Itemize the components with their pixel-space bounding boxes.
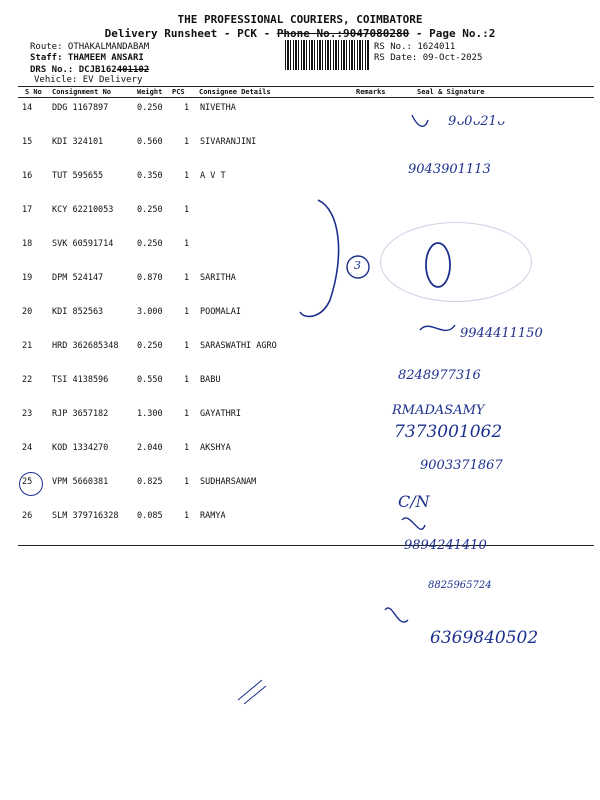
row-weight: 3.000 xyxy=(137,307,163,317)
row-pcs: 1 xyxy=(184,409,190,419)
row-pcs: 1 xyxy=(184,239,190,249)
row-weight: 0.825 xyxy=(137,477,163,487)
row-sno: 24 xyxy=(22,443,33,453)
row-consignment: KDI 324101 xyxy=(52,137,104,147)
route-text: Route: OTHAKALMANDABAM xyxy=(30,42,150,52)
hw-phone-26: 6369840502 xyxy=(430,628,539,648)
row-consignment: KCY 62210053 xyxy=(52,205,114,215)
signature-loop xyxy=(426,243,450,287)
row-consignee: AKSHYA xyxy=(200,443,231,453)
sig-14-scribble xyxy=(412,115,428,126)
row-weight: 0.250 xyxy=(137,239,163,249)
row-consignee: RAMYA xyxy=(200,511,226,521)
rs-date: RS Date: 09-Oct-2025 xyxy=(374,53,483,63)
stray-scribble xyxy=(238,680,266,704)
row-sno: 25 xyxy=(22,477,33,487)
row-pcs: 1 xyxy=(184,307,190,317)
drs-prefix: DRS No.: DCJB162 xyxy=(30,65,117,75)
hw-name-21: RMADASAMY xyxy=(392,403,485,418)
hw-phone-19: 9944411150 xyxy=(460,326,543,341)
row-consignment: KDI 852563 xyxy=(52,307,104,317)
row-weight: 2.040 xyxy=(137,443,163,453)
hw-cn-23: C/N xyxy=(398,492,430,511)
row-weight: 0.250 xyxy=(137,341,163,351)
row-sno: 19 xyxy=(22,273,33,283)
row-sno: 18 xyxy=(22,239,33,249)
row-weight: 0.560 xyxy=(137,137,163,147)
hw-circle-3: 3 xyxy=(354,259,361,272)
row-sno: 16 xyxy=(22,171,33,181)
row-consignee: BABU xyxy=(200,375,221,385)
sig-24-scribble xyxy=(402,518,425,529)
row-sno: 15 xyxy=(22,137,33,147)
col-sno: S No xyxy=(25,88,42,96)
row-pcs: 1 xyxy=(184,477,190,487)
row-sno: 21 xyxy=(22,341,33,351)
row-consignment: SLM 379716328 xyxy=(52,511,119,521)
hw-phone-20: 8248977316 xyxy=(398,368,481,383)
row-pcs: 1 xyxy=(184,205,190,215)
row-pcs: 1 xyxy=(184,511,190,521)
rs-number: RS No.: 1624011 xyxy=(374,42,456,52)
phone-number: Phone No.:9047080280 xyxy=(276,27,410,40)
row-consignee: SIVARANJINI xyxy=(200,137,257,147)
row-pcs: 1 xyxy=(184,375,190,385)
row-23-circle-mark xyxy=(19,472,43,496)
row-consignment: SVK 60591714 xyxy=(52,239,114,249)
col-pcs: PCS xyxy=(172,88,185,96)
hw-phone-25: 8825965724 xyxy=(428,580,492,591)
document-title: THE PROFESSIONAL COURIERS, COIMBATORE xyxy=(177,13,423,26)
row-consignee: SUDHARSANAM xyxy=(200,477,257,487)
row-consignee: GAYATHRI xyxy=(200,409,241,419)
row-consignment: TSI 4138596 xyxy=(52,375,109,385)
row-consignee: A V T xyxy=(200,171,226,181)
col-seal: Seal & Signature xyxy=(417,88,485,96)
row-pcs: 1 xyxy=(184,443,190,453)
col-remarks: Remarks xyxy=(356,88,386,96)
row-weight: 1.300 xyxy=(137,409,163,419)
row-consignee: SARITHA xyxy=(200,273,236,283)
row-sno: 17 xyxy=(22,205,33,215)
row-consignee: POOMALAI xyxy=(200,307,241,317)
bracket-mark xyxy=(300,200,339,316)
sig-26-scribble xyxy=(385,608,408,622)
vehicle-text: Vehicle: EV Delivery xyxy=(34,75,143,85)
row-sno: 14 xyxy=(22,103,33,113)
hw-phone-24: 9894241410 xyxy=(404,538,487,553)
hw-phone-14: 9ᴗ0ᴗ21ᴗ xyxy=(448,114,505,129)
row-weight: 0.550 xyxy=(137,375,163,385)
row-sno: 22 xyxy=(22,375,33,385)
hw-phone-21: 7373001062 xyxy=(394,422,503,442)
row-consignee: SARASWATHI AGRO xyxy=(200,341,277,351)
row-weight: 0.870 xyxy=(137,273,163,283)
row-consignee: NIVETHA xyxy=(200,103,236,113)
staff-text: Staff: THAMEEM ANSARI xyxy=(30,53,144,63)
row-consignment: KOD 1334270 xyxy=(52,443,109,453)
row-pcs: 1 xyxy=(184,273,190,283)
sig-19-scribble xyxy=(420,325,455,330)
row-weight: 0.250 xyxy=(137,103,163,113)
col-consignment: Consignment No xyxy=(52,88,112,96)
row-pcs: 1 xyxy=(184,103,190,113)
row-weight: 0.085 xyxy=(137,511,163,521)
hw-phone-22: 9003371867 xyxy=(420,458,503,473)
row-pcs: 1 xyxy=(184,171,190,181)
row-consignment: DDG 1167897 xyxy=(52,103,109,113)
hw-phone-15: 9043901113 xyxy=(408,162,491,177)
col-weight: Weight xyxy=(137,88,163,96)
row-consignment: RJP 3657182 xyxy=(52,409,109,419)
row-consignment: DPM 524147 xyxy=(52,273,104,283)
row-weight: 0.250 xyxy=(137,205,163,215)
drs-struck: 401102 xyxy=(116,65,150,75)
subtitle-prefix: Delivery Runsheet - PCK - xyxy=(104,27,277,40)
page-number: - Page No.:2 xyxy=(409,27,496,40)
row-weight: 0.350 xyxy=(137,171,163,181)
row-sno: 23 xyxy=(22,409,33,419)
row-sno: 26 xyxy=(22,511,33,521)
row-pcs: 1 xyxy=(184,341,190,351)
row-consignment: TUT 595655 xyxy=(52,171,104,181)
col-consignee: Consignee Details xyxy=(199,88,271,96)
row-consignment: VPM 5660381 xyxy=(52,477,109,487)
row-pcs: 1 xyxy=(184,137,190,147)
row-consignment: HRD 362685348 xyxy=(52,341,119,351)
row-sno: 20 xyxy=(22,307,33,317)
